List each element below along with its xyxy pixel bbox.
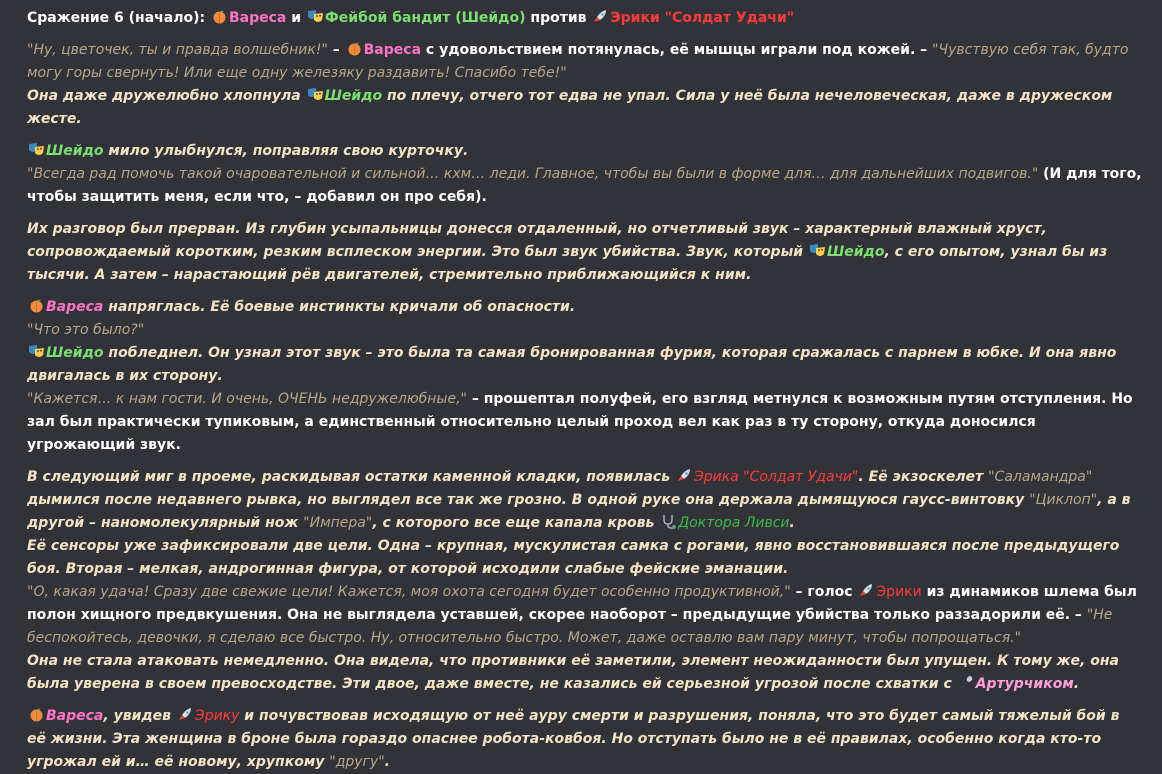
- narration: дымился после недавнего рывка, но выглядел все так же грозно. В одной руке она держала дымящуюся гаусс-винтовку: [27, 492, 1030, 508]
- performing-arts-icon: [809, 243, 826, 258]
- narration: – прошептал полуфей, его взгляд метнулся к возможным путям отступления. Но зал был практически тупиковым, а единственный относительно целый проход вел как раз в ту сторону, откуда доносился угрожающий звук.: [27, 391, 1133, 453]
- peach-icon: [28, 298, 45, 313]
- character-name-varesa[interactable]: Вареса: [228, 10, 287, 26]
- paragraph-5: [27, 466, 1142, 696]
- narration: – голос: [790, 584, 858, 600]
- paragraph-2: [27, 140, 1142, 209]
- quote: "Не беспокойтесь, девочки, я сделаю все быстро. Ну, относительно быстро. Может, даже оставлю вам пару минут, чтобы попрощаться.": [27, 607, 1113, 646]
- character-name-sheydo[interactable]: Шейдо: [46, 143, 104, 159]
- narration: .: [1073, 676, 1080, 692]
- character-name-feyboy[interactable]: Фейбой бандит (Шейдо): [324, 10, 526, 26]
- character-name-erika[interactable]: Эрика "Солдат Удачи": [693, 469, 859, 485]
- quote: "другу": [329, 754, 385, 770]
- rocket-icon: [858, 583, 875, 598]
- narration: из динамиков шлема был полон хищного предвкушения. Она не выглядела уставшей, скорее наоборот – предыдущие убийства только раззадорили её. –: [27, 584, 1137, 623]
- quote: "Всегда рад помочь такой очаровательной и сильной… кхм… леди. Главное, чтобы вы были в форме для… для дальнейших подвигов.": [27, 166, 1039, 182]
- rocket-icon: [592, 9, 609, 24]
- narration: .: [384, 754, 390, 770]
- peach-icon: [28, 707, 45, 722]
- narration: мило улыбнулся, поправляя свою курточку.: [103, 143, 469, 159]
- peach-icon: [211, 9, 228, 24]
- character-name-sheydo[interactable]: Шейдо: [324, 88, 383, 104]
- character-name-varesa[interactable]: Вареса: [46, 708, 104, 724]
- quote: "Саламандра": [988, 469, 1093, 485]
- narration: по плечу, отчего тот едва не упал. Сила у неё была нечеловеческая, даже в дружеском жесте.: [27, 88, 1113, 127]
- narration: и почувствовав исходящую от неё ауру смерти и разрушения, поняла, что это будет самый тяжелый бой в её жизни. Эта женщина в броне была гораздо опаснее робота-ковбоя. Но отступать было не в её правилах, особенно когда кто-то угрожал ей и… её новому, хрупкому: [27, 708, 1120, 770]
- versus-label: против: [525, 10, 592, 26]
- narration: , увидев: [103, 708, 176, 724]
- narration: Её сенсоры уже зафиксировали две цели. Одна – крупная, мускулистая самка с рогами, явно восстановившаяся после предыдущего боя. Вторая – мелкая, андрогинная фигура, от которой исходили слабые фейские эманации.: [27, 538, 1120, 577]
- character-name-varesa[interactable]: Вареса: [363, 42, 422, 58]
- quote: "Ну, цветочек, ты и правда волшебник!": [27, 42, 328, 58]
- performing-arts-icon: [28, 344, 45, 359]
- quote: "Циклоп": [1029, 492, 1098, 508]
- character-name-livsi[interactable]: Доктора Ливси: [678, 515, 790, 531]
- character-name-sheydo[interactable]: Шейдо: [46, 345, 104, 361]
- performing-arts-icon: [307, 87, 324, 102]
- paragraph-3: [27, 218, 1142, 287]
- narration: , с которого все еще капала кровь: [372, 515, 660, 531]
- character-name-varesa[interactable]: Вареса: [46, 299, 104, 315]
- narration: Их разговор был прерван. Из глубин усыпальницы донесся отдаленный, но отчетливый звук – характерный влажный хруст, сопровождаемый коротким, резким всплеском энергии. Это был звук убийства. Звук, который: [27, 221, 1047, 260]
- quote: "О, какая удача! Сразу две свежие цели! Кажется, моя охота сегодня будет особенно продуктивной,": [27, 584, 791, 600]
- peach-icon: [346, 41, 363, 56]
- battle-header: [27, 7, 1142, 30]
- narration: .: [789, 515, 795, 531]
- microphone-icon: [958, 675, 975, 690]
- rocket-icon: [177, 707, 194, 722]
- quote: "Чувствую себя так, будто могу горы свернуть! Или еще одну железяку раздавить! Спасибо тебе!": [27, 42, 1129, 81]
- paragraph-1: [27, 39, 1142, 131]
- quote: "Что это было?": [27, 322, 145, 338]
- paragraph-6: [27, 705, 1142, 774]
- quote: "Импера": [303, 515, 373, 531]
- narration: , а в другой – наномолекулярный нож: [27, 492, 1131, 531]
- character-name-erika[interactable]: Эрику: [194, 708, 240, 724]
- character-name-sheydo[interactable]: Шейдо: [826, 244, 885, 260]
- character-name-artur[interactable]: Артурчиком: [975, 676, 1074, 692]
- narration: Она даже дружелюбно хлопнула: [27, 88, 306, 104]
- narration: В следующий миг в проеме, раскидывая остатки каменной кладки, появилась: [27, 469, 675, 485]
- character-name-erika[interactable]: Эрики: [876, 584, 922, 600]
- narration: . Её экзоскелет: [858, 469, 989, 485]
- narration: напряглась. Её боевые инстинкты кричали об опасности.: [103, 299, 576, 315]
- dash: –: [327, 42, 345, 58]
- character-name-erika[interactable]: Эрики "Солдат Удачи": [610, 10, 795, 26]
- performing-arts-icon: [307, 9, 324, 24]
- stethoscope-icon: [660, 514, 677, 529]
- narration: , с его опытом, узнал бы из тысячи. А затем – нарастающий рёв двигателей, стремительно приближающийся к ним.: [27, 244, 1108, 283]
- header-title: Сражение 6 (начало):: [27, 10, 210, 26]
- narration: (И для того, чтобы защитить меня, если что, – добавил он про себя).: [27, 166, 1142, 205]
- conjunction: и: [286, 10, 306, 26]
- rocket-icon: [676, 468, 693, 483]
- performing-arts-icon: [28, 142, 45, 157]
- narration: побледнел. Он узнал этот звук – это была та самая бронированная фурия, которая сражалась с парнем в юбке. И она явно двигалась в их сторону.: [27, 345, 1117, 384]
- narration: Она не стала атаковать немедленно. Она видела, что противники её заметили, элемент неожиданности был упущен. К тому же, она была уверена в своем превосходстве. Эти двое, даже вместе, не казались ей серьезной угрозой после схватки с: [27, 653, 1119, 692]
- narration: с удовольствием потянулась, её мышцы играли под кожей. –: [421, 42, 933, 58]
- quote: "Кажется… к нам гости. И очень, ОЧЕНЬ недружелюбные,": [27, 391, 467, 407]
- paragraph-4: [27, 296, 1142, 457]
